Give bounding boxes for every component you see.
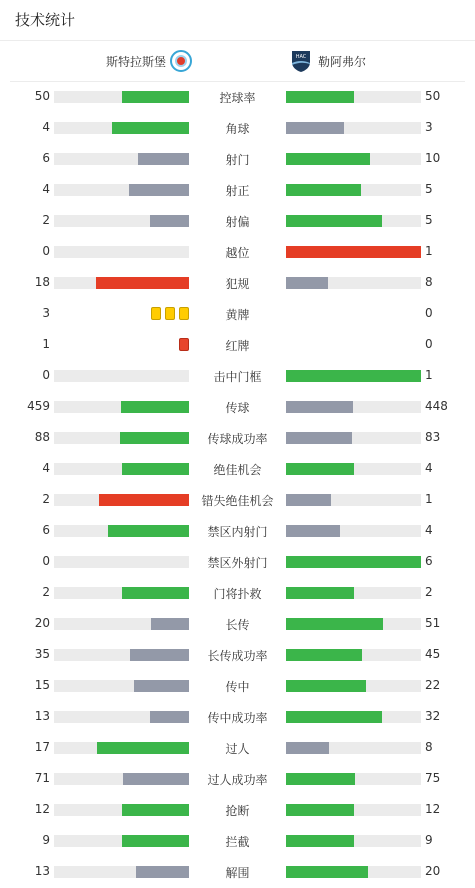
home-value: 71 (34, 771, 50, 785)
away-value: 50 (425, 89, 441, 103)
home-value: 4 (42, 182, 50, 196)
away-bar-fill (286, 649, 362, 661)
stat-row (0, 702, 475, 733)
away-bar-track (286, 525, 421, 537)
page-title: 技术统计 (0, 0, 475, 41)
away-bar-fill (286, 804, 354, 816)
stat-row (0, 609, 475, 640)
away-value: 8 (425, 740, 433, 754)
home-value: 4 (42, 461, 50, 475)
away-value: 51 (425, 616, 441, 630)
home-value: 6 (42, 523, 50, 537)
home-value: 13 (34, 864, 50, 878)
away-value: 5 (425, 182, 433, 196)
home-bar-fill (112, 122, 189, 134)
stat-row (0, 454, 475, 485)
home-bar-fill (138, 153, 189, 165)
stat-row (0, 578, 475, 609)
stat-row (0, 299, 475, 330)
away-bar-track (286, 649, 421, 661)
home-bar-track (54, 184, 189, 196)
away-bar-fill (286, 401, 353, 413)
home-bar-fill (134, 680, 189, 692)
stat-label: 角球 (225, 122, 250, 136)
stat-row (0, 795, 475, 826)
yellow-card-icon (165, 307, 175, 320)
home-value: 13 (34, 709, 50, 723)
stat-label: 传中 (225, 680, 250, 694)
away-bar-track (286, 556, 421, 568)
away-value: 6 (425, 554, 433, 568)
stat-label: 过人 (225, 742, 250, 756)
away-bar-track (286, 835, 421, 847)
home-bar-track (54, 835, 189, 847)
away-value: 9 (425, 833, 433, 847)
away-value: 4 (425, 461, 433, 475)
stat-row (0, 423, 475, 454)
home-bar-fill (130, 649, 189, 661)
away-value: 2 (425, 585, 433, 599)
stat-label: 解围 (225, 866, 250, 880)
home-value: 15 (34, 678, 50, 692)
home-bar-track (54, 122, 189, 134)
away-bar-track (286, 122, 421, 134)
stat-label: 射门 (225, 153, 250, 167)
away-bar-track (286, 370, 421, 382)
away-bar-track (286, 711, 421, 723)
away-value: 45 (425, 647, 441, 661)
away-bar-track (286, 184, 421, 196)
stat-row (0, 330, 475, 361)
stat-row (0, 206, 475, 237)
home-team-name: 斯特拉斯堡 (105, 54, 166, 69)
home-bar-track (54, 587, 189, 599)
stat-label: 越位 (225, 246, 250, 260)
home-bar-track (54, 91, 189, 103)
teams-header (10, 41, 465, 82)
home-bar-track (54, 804, 189, 816)
away-bar-fill (286, 370, 421, 382)
stat-label: 门将扑救 (213, 587, 262, 601)
home-value: 2 (42, 213, 50, 227)
home-team[interactable] (106, 41, 192, 81)
stat-label: 犯规 (225, 277, 250, 291)
home-bar-fill (123, 773, 189, 785)
home-bar-track (54, 680, 189, 692)
away-bar-track (286, 215, 421, 227)
home-value: 18 (34, 275, 50, 289)
away-value: 0 (425, 337, 433, 351)
home-bar-track (54, 711, 189, 723)
away-value: 12 (425, 802, 441, 816)
away-bar-track (286, 742, 421, 754)
home-bar-track (54, 866, 189, 878)
home-bar-fill (99, 494, 189, 506)
away-team-name: 勒阿弗尔 (318, 54, 367, 69)
stat-row (0, 671, 475, 702)
home-bar-fill (120, 432, 189, 444)
away-bar-fill (286, 556, 421, 568)
home-value: 0 (42, 368, 50, 382)
away-bar-track (286, 401, 421, 413)
home-bar-track (54, 618, 189, 630)
away-value: 32 (425, 709, 441, 723)
away-bar-fill (286, 525, 340, 537)
away-value: 10 (425, 151, 441, 165)
home-value: 9 (42, 833, 50, 847)
home-value: 88 (34, 430, 50, 444)
away-value: 1 (425, 244, 433, 258)
away-bar-track (286, 773, 421, 785)
away-value: 448 (425, 399, 448, 413)
away-value: 4 (425, 523, 433, 537)
home-value: 6 (42, 151, 50, 165)
stat-row (0, 237, 475, 268)
home-bar-track (54, 153, 189, 165)
away-bar-fill (286, 866, 368, 878)
away-team[interactable] (290, 41, 366, 81)
away-bar-fill (286, 835, 354, 847)
home-value: 0 (42, 554, 50, 568)
stat-row (0, 268, 475, 299)
away-bar-fill (286, 122, 344, 134)
away-bar-fill (286, 680, 366, 692)
home-bar-fill (122, 463, 190, 475)
home-value: 50 (34, 89, 50, 103)
yellow-card-icon (179, 307, 189, 320)
stat-label: 击中门框 (213, 370, 262, 384)
away-bar-track (286, 463, 421, 475)
home-bar-track (54, 401, 189, 413)
stat-label: 错失绝佳机会 (201, 494, 274, 508)
red-card-icon (179, 338, 189, 351)
away-bar-fill (286, 742, 329, 754)
home-value: 12 (34, 802, 50, 816)
stat-label: 禁区外射门 (207, 556, 268, 570)
home-bar-fill (122, 804, 190, 816)
stat-label: 红牌 (225, 339, 250, 353)
stat-label: 射正 (225, 184, 250, 198)
stat-label: 射偏 (225, 215, 250, 229)
stat-label: 黄牌 (225, 308, 250, 322)
stat-row (0, 144, 475, 175)
away-bar-track (286, 866, 421, 878)
home-value: 3 (42, 306, 50, 320)
away-bar-track (286, 680, 421, 692)
away-bar-fill (286, 246, 421, 258)
home-bar-fill (97, 742, 189, 754)
home-bar-fill (150, 711, 189, 723)
home-value: 17 (34, 740, 50, 754)
stat-label: 绝佳机会 (213, 463, 262, 477)
home-bar-track (54, 525, 189, 537)
stat-row (0, 113, 475, 144)
stat-row (0, 547, 475, 578)
away-bar-track (286, 91, 421, 103)
home-value: 459 (27, 399, 50, 413)
home-bar-track (54, 215, 189, 227)
stat-row (0, 361, 475, 392)
away-value: 1 (425, 368, 433, 382)
home-value: 0 (42, 244, 50, 258)
stat-label: 过人成功率 (207, 773, 268, 787)
home-cards (179, 338, 189, 351)
stat-label: 拦截 (225, 835, 250, 849)
home-bar-track (54, 246, 189, 258)
stat-label: 传球成功率 (207, 432, 268, 446)
home-bar-fill (150, 215, 189, 227)
away-value: 8 (425, 275, 433, 289)
home-bar-fill (108, 525, 189, 537)
away-value: 0 (425, 306, 433, 320)
svg-text:HAC: HAC (295, 54, 307, 60)
away-bar-fill (286, 773, 355, 785)
stat-row (0, 392, 475, 423)
home-bar-fill (96, 277, 189, 289)
stat-label: 控球率 (219, 91, 256, 105)
stat-label: 禁区内射门 (207, 525, 268, 539)
stat-row (0, 826, 475, 857)
home-bar-fill (122, 587, 190, 599)
away-bar-fill (286, 587, 354, 599)
away-value: 83 (425, 430, 441, 444)
away-bar-track (286, 432, 421, 444)
stat-label: 传球 (225, 401, 250, 415)
stat-label: 传中成功率 (207, 711, 268, 725)
home-bar-track (54, 649, 189, 661)
away-bar-track (286, 153, 421, 165)
away-value: 1 (425, 492, 433, 506)
home-bar-fill (151, 618, 189, 630)
stats-list (0, 82, 475, 888)
home-bar-track (54, 463, 189, 475)
away-bar-fill (286, 463, 354, 475)
stat-label: 长传成功率 (207, 649, 268, 663)
stat-row (0, 82, 475, 113)
away-bar-fill (286, 618, 383, 630)
home-bar-fill (136, 866, 189, 878)
stat-row (0, 857, 475, 888)
home-value: 2 (42, 492, 50, 506)
away-bar-fill (286, 91, 354, 103)
home-bar-fill (122, 91, 190, 103)
le-havre-badge-icon (290, 49, 312, 73)
away-bar-track (286, 494, 421, 506)
home-bar-fill (121, 401, 189, 413)
away-bar-fill (286, 153, 370, 165)
away-bar-track (286, 246, 421, 258)
home-bar-track (54, 742, 189, 754)
home-value: 20 (34, 616, 50, 630)
away-value: 22 (425, 678, 441, 692)
home-cards (151, 307, 189, 320)
yellow-card-icon (151, 307, 161, 320)
away-value: 20 (425, 864, 441, 878)
home-bar-track (54, 432, 189, 444)
home-bar-fill (129, 184, 189, 196)
away-value: 3 (425, 120, 433, 134)
away-bar-fill (286, 432, 352, 444)
home-bar-track (54, 370, 189, 382)
stat-row (0, 733, 475, 764)
away-bar-fill (286, 494, 331, 506)
away-bar-fill (286, 215, 382, 227)
away-bar-fill (286, 711, 382, 723)
away-bar-track (286, 587, 421, 599)
stat-row (0, 516, 475, 547)
home-value: 4 (42, 120, 50, 134)
strasbourg-badge-icon (170, 50, 192, 72)
home-value: 2 (42, 585, 50, 599)
home-bar-track (54, 556, 189, 568)
home-bar-fill (122, 835, 190, 847)
stat-row (0, 175, 475, 206)
stat-row (0, 764, 475, 795)
away-bar-track (286, 618, 421, 630)
stat-label: 抢断 (225, 804, 250, 818)
home-value: 35 (34, 647, 50, 661)
away-value: 75 (425, 771, 441, 785)
home-value: 1 (42, 337, 50, 351)
away-value: 5 (425, 213, 433, 227)
away-bar-track (286, 277, 421, 289)
home-bar-track (54, 773, 189, 785)
stat-label: 长传 (225, 618, 250, 632)
home-bar-track (54, 277, 189, 289)
away-bar-fill (286, 277, 328, 289)
away-bar-track (286, 804, 421, 816)
away-bar-fill (286, 184, 361, 196)
stat-row (0, 640, 475, 671)
stat-row (0, 485, 475, 516)
home-bar-track (54, 494, 189, 506)
